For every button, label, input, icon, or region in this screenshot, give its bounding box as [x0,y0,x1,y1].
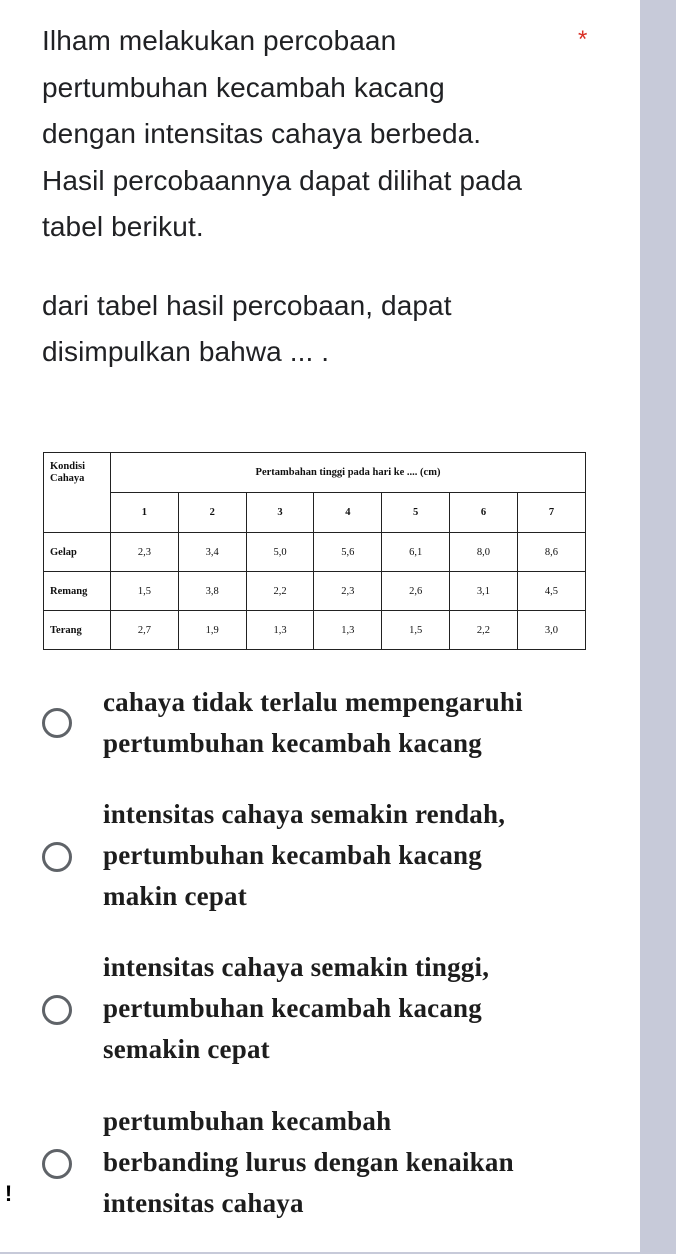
table-corner-line: Cahaya [50,473,85,484]
table-cell: 2,2 [450,611,518,650]
table-cell: 5,0 [246,533,314,572]
table-row-label: Remang [44,572,111,611]
table-corner-line: Kondisi [50,461,86,472]
table-day-header: 3 [246,493,314,533]
question-table-image [43,452,586,650]
option-label-line: semakin cepat [103,1034,270,1064]
table-day-header: 7 [517,493,585,533]
radio-button[interactable] [42,1149,72,1179]
option-label[interactable] [103,1101,593,1224]
answer-option-1[interactable] [0,680,637,770]
radio-button[interactable] [42,995,72,1025]
option-label-line: berbanding lurus dengan kenaikan [103,1147,514,1177]
option-label-line: pertumbuhan kecambah kacang [103,840,482,870]
table-cell: 2,3 [111,533,179,572]
table-cell: 1,5 [111,572,179,611]
table-cell: 8,6 [517,533,585,572]
option-label-line: pertumbuhan kecambah kacang [103,728,482,758]
option-label[interactable] [103,682,593,764]
required-asterisk: * [578,26,588,53]
table-cell: 3,4 [178,533,246,572]
question-line: Hasil percobaannya dapat dilihat pada [42,164,523,196]
question-line: Ilham melakukan percobaan [42,25,397,56]
table-cell: 3,8 [178,572,246,611]
question-line: dengan intensitas cahaya berbeda. [42,118,482,149]
answer-option-4[interactable] [0,1101,637,1231]
table-day-header: 1 [111,493,179,533]
table-cell: 5,6 [314,533,382,572]
option-label[interactable] [103,947,593,1070]
radio-button[interactable] [42,842,72,872]
table-cell: 4,5 [517,572,585,611]
answer-option-3[interactable] [0,947,637,1077]
table-row [44,533,586,572]
table-cell: 2,2 [246,572,314,611]
option-label-line: makin cepat [103,881,247,911]
option-label-line: cahaya tidak terlalu mempengaruhi [103,687,523,717]
table-cell: 8,0 [450,533,518,572]
table-day-header: 6 [450,493,518,533]
option-label-line: intensitas cahaya [103,1188,304,1218]
question-line: dari tabel hasil percobaan, dapat [42,289,452,321]
table-cell: 1,9 [178,611,246,650]
table-row [44,572,586,611]
table-cell: 6,1 [382,533,450,572]
question-line: tabel berikut. [42,211,204,242]
radio-button[interactable] [42,708,72,738]
option-label-line: intensitas cahaya semakin rendah, [103,799,506,829]
question-line: pertumbuhan kecambah kacang [42,71,445,103]
option-label[interactable] [103,794,593,917]
table-cell: 2,7 [111,611,179,650]
option-label-line: pertumbuhan kecambah [103,1106,392,1136]
table-cell: 3,0 [517,611,585,650]
table-day-header: 2 [178,493,246,533]
option-label-line: intensitas cahaya semakin tinggi, [103,952,490,982]
question-gap [42,251,582,283]
table-cell: 1,3 [246,611,314,650]
table-cell: 2,3 [314,572,382,611]
feedback-icon[interactable]: ! [0,1179,17,1209]
card-right-edge [637,0,640,1254]
table-cell: 1,3 [314,611,382,650]
table-corner-header [44,453,111,533]
table-day-header: 4 [314,493,382,533]
option-label-line: pertumbuhan kecambah kacang [103,993,482,1023]
table-row [44,611,586,650]
table-row-label: Terang [44,611,111,650]
table-cell: 2,6 [382,572,450,611]
answer-option-2[interactable] [0,794,637,924]
experiment-table [43,452,586,650]
question-text [42,18,582,376]
question-line: disimpulkan bahwa ... . [42,336,330,367]
table-row-label: Gelap [44,533,111,572]
table-cell: 1,5 [382,611,450,650]
table-cell: 3,1 [450,572,518,611]
table-group-header: Pertambahan tinggi pada hari ke .... (cm) [111,453,586,493]
table-day-header: 5 [382,493,450,533]
